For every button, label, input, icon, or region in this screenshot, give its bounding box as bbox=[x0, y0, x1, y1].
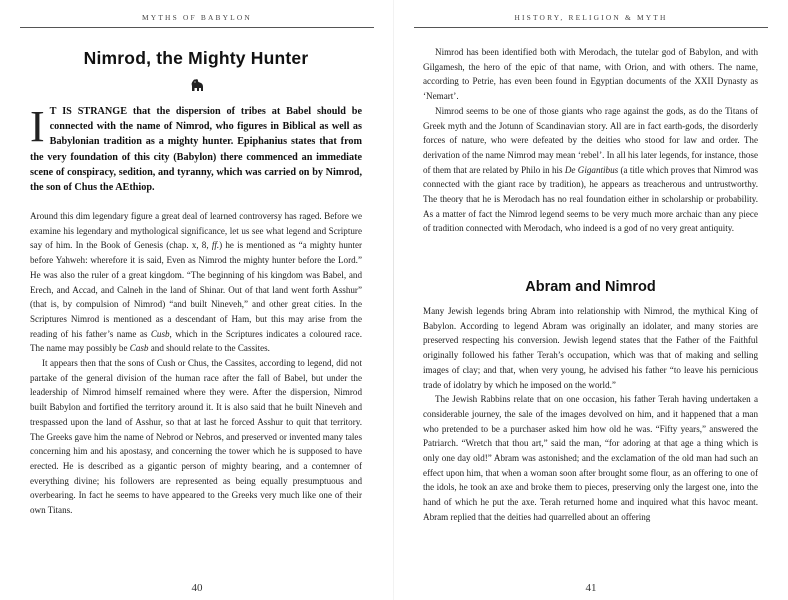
left-p1-text-a: Around this dim legendary figure a great deal of learned controversy has raged. Before we examine his legendary and mythological significance, let us see what legend and Scripture say of him. In the Book of Genesis (chap. x, 8, bbox=[30, 211, 362, 251]
left-p1-italic-c: Casb bbox=[129, 343, 149, 354]
left-paragraph-2: It appears then that the sons of Cush or Chus, the Cassites, according to legend, did not partake of the general division of the human race after the fall of Babel, but under the leadership of Nimrod himself remained where they were. After the dispersion, Nimrod built Babylon and fortified the territory around it. It is also said that he built Nineveh and trespassed upon the land of Asshur, so that at last he forced Asshur to quit that territory. The Greeks gave him the name of Nebrod or Nebros, and preserved or invented many tales concerning him and his apostasy, and concerning the tower which he is supposed to have erected. He is described as a gigantic person of mighty bearing, and a contemner of everything divine; his followers are represented as being equally presumptuous and overbearing. In fact he seems to have appeared to the Greeks very much like one of their own Titans. bbox=[30, 358, 362, 516]
head-rule-left bbox=[20, 27, 374, 28]
section-title: Abram and Nimrod bbox=[525, 279, 656, 295]
right-p2-text-a: Nimrod seems to be one of those giants who rage against the gods, as do the Titans of Greek myth and the Jotunn of Scandinavian story. All are in fact earth-gods, the disorderly forces of nature, who were defeated by the deities who stood for law and order. The derivation of the name Nimrod may mean ‘rebel’. In all his later legends, for instance, those of them that are related by Philo in his bbox=[423, 105, 758, 175]
chapter-title: Nimrod, the Mighty Hunter bbox=[83, 48, 309, 68]
right-p2-italic: De Gigantibus bbox=[564, 164, 619, 175]
lion-ornament-svg bbox=[189, 78, 205, 92]
head-rule-right bbox=[414, 27, 768, 28]
right-p2-text-b: (a title which proves that Nimrod was connected with the giant race by tradition), he appears as treacherous and untrustworthy. The theory that he is Merodach has no real foundation either in scholarship or probability. As a matter of fact the Nimrod legend seems to be very much more archaic than any piece of tradition connected with Merodach, who indeed is a god of no very great antiquity. bbox=[423, 164, 758, 234]
right-page bbox=[394, 0, 788, 600]
right-paragraph-2 bbox=[423, 104, 758, 236]
running-head-right: HISTORY, RELIGION & MYTH bbox=[514, 13, 668, 22]
running-head-left: MYTHS OF BABYLON bbox=[142, 13, 252, 22]
lion-icon bbox=[0, 78, 394, 97]
left-p1-italic-a: ff. bbox=[211, 240, 220, 251]
left-body bbox=[30, 209, 362, 518]
lead-paragraph bbox=[30, 104, 362, 195]
left-p1-text-c: , which in the Scriptures indicates a coloured race. The name may possibly be bbox=[30, 328, 362, 354]
page-number-left: 40 bbox=[191, 582, 203, 594]
right-paragraph-4: The Jewish Rabbins relate that on one occasion, his father Terah having undertaken a considerable journey, the sale of the images devolved on him, and it happened that a man who pretended to be a purchaser asked him how old he was. “Fifty years,” answered the Patriarch. “Wretch that thou art,” said the man, “for adoring at that age a thing which is only one day old!” Abram was astonished; and the exclamation of the old man had such an effect upon him, that when a woman soon after brought some flour, as an offering to one of the idols, he took an axe and broke them to pieces, preserving only the largest one, into the hand of which he put the axe. Terah returned home and inquired what this havoc meant. Abram replied that the deities had quarrelled about an offering bbox=[423, 394, 758, 522]
right-paragraph-3: Many Jewish legends bring Abram into relationship with Nimrod, the mythical King of Babylon. According to legend Abram was originally an idolater, and many stories are preserved respecting his conversion. Jewish legend states that the Father of the Faithful originally followed his father Terah’s occupation, which was that of making and selling images of clay; and that, when very young, he advised his father “to leave his pernicious trade of idolatry by which he imposed on the world.” bbox=[423, 306, 758, 390]
page-number-right: 41 bbox=[585, 582, 597, 594]
left-p1-text-d: and should relate to the Cassites. bbox=[148, 343, 270, 354]
right-body-bottom bbox=[423, 304, 758, 525]
right-body-top bbox=[423, 45, 758, 236]
left-paragraph-1 bbox=[30, 209, 362, 356]
right-paragraph-1: Nimrod has been identified both with Merodach, the tutelar god of Babylon, and with Gilgamesh, the hero of the epic of that name, with Orion, and with others. The name, according to Petrie, has even been found in Egyptian documents of the XXII Dynasty as ‘Nemart’. bbox=[423, 47, 758, 102]
drop-cap: I bbox=[30, 102, 45, 151]
lead-text: T IS STRANGE that the dispersion of tribes at Babel should be connected with the name of Nimrod, who figures in Biblical as well as Babylonian tradition as a mighty hunter. Epiphanius states that from the very foundation of this city (Babylon) there commenced an immediate scene of conspiracy, sedition, and tyranny, which was carried on by Nimrod, the son of Chus the AEthiop. bbox=[30, 106, 362, 194]
left-p1-italic-b: Cusb bbox=[150, 328, 170, 339]
left-p1-text-b: ) he is mentioned as “a mighty hunter before Yahweh: wherefore it is said, Even as Nimrod the mighty hunter before the Lord.” He was also the ruler of a great kingdom. “The beginning of his kingdom was Babel, and Erech, and Accad, and Calneh in the land of Shinar. Out of that land went forth Asshur” (that is, by compulsion of Nimrod) “and built Nineveh,” and other great cities. In the Scriptures Nimrod is mentioned as a descendant of Ham, but this may arise from the reading of his father’s name as bbox=[30, 240, 363, 339]
